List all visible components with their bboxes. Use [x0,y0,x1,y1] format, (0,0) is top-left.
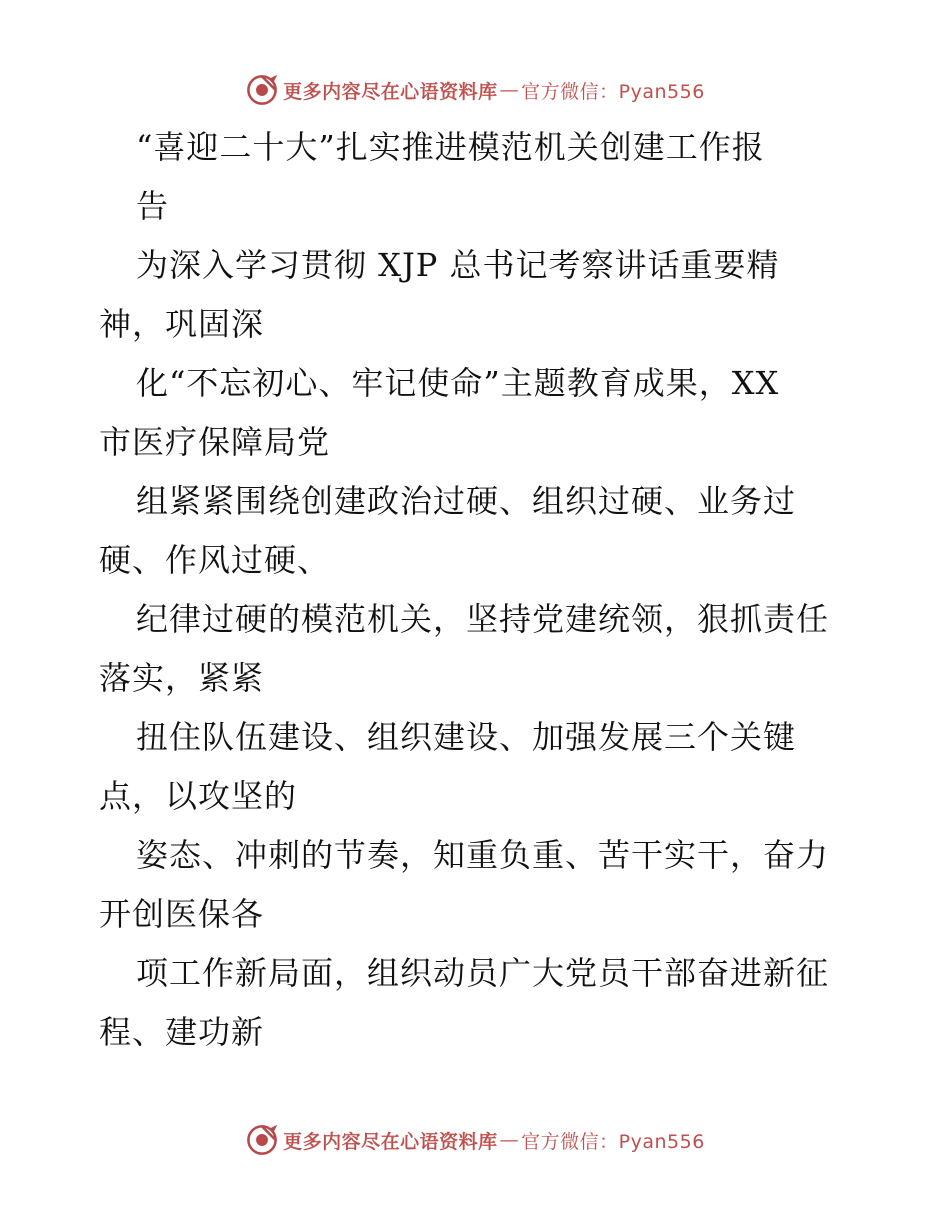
watermark-footer [0,1120,950,1160]
paragraph-line: 程、建功新 [99,1013,265,1051]
watermark-site: 更多内容尽在心语资料库 [283,1130,498,1153]
watermark-dash: — [499,79,520,101]
paragraph-line: 硬、作风过硬、 [99,541,331,579]
paragraph-line: 为深入学习贯彻 XJP 总书记考察讲话重要精 [136,246,780,284]
logo-icon [245,1123,279,1157]
paragraph-line: 点，以攻坚的 [99,777,298,815]
watermark-dash: — [499,1129,520,1151]
paragraph-line: 组紧紧围绕创建政治过硬、组织过硬、业务过 [136,482,797,520]
title-line-1: “喜迎二十大”扎实推进模范机关创建工作报 [136,128,765,166]
paragraph-line: 项工作新局面，组织动员广大党员干部奋进新征 [136,954,830,992]
document-body [99,118,859,1062]
paragraph-line: 神，巩固深 [99,305,265,343]
title-line-2: 告 [136,187,170,225]
paragraph-line: 开创医保各 [99,895,265,933]
paragraph-line: 化“不忘初心、牢记使命”主题教育成果，XX [136,364,780,402]
watermark-header [0,70,950,110]
paragraph-line: 姿态、冲刺的节奏，知重负重、苦干实干，奋力 [136,836,830,874]
watermark-wechat: 官方微信：Pyan556 [521,1130,705,1153]
paragraph-line: 纪律过硬的模范机关，坚持党建统领，狠抓责任 [136,600,830,638]
paragraph-line: 市医疗保障局党 [99,423,331,461]
paragraph-line: 落实，紧紧 [99,659,265,697]
watermark-wechat: 官方微信：Pyan556 [521,80,705,103]
logo-icon [245,73,279,107]
paragraph-line: 扭住队伍建设、组织建设、加强发展三个关键 [136,718,797,756]
watermark-site: 更多内容尽在心语资料库 [283,80,498,103]
